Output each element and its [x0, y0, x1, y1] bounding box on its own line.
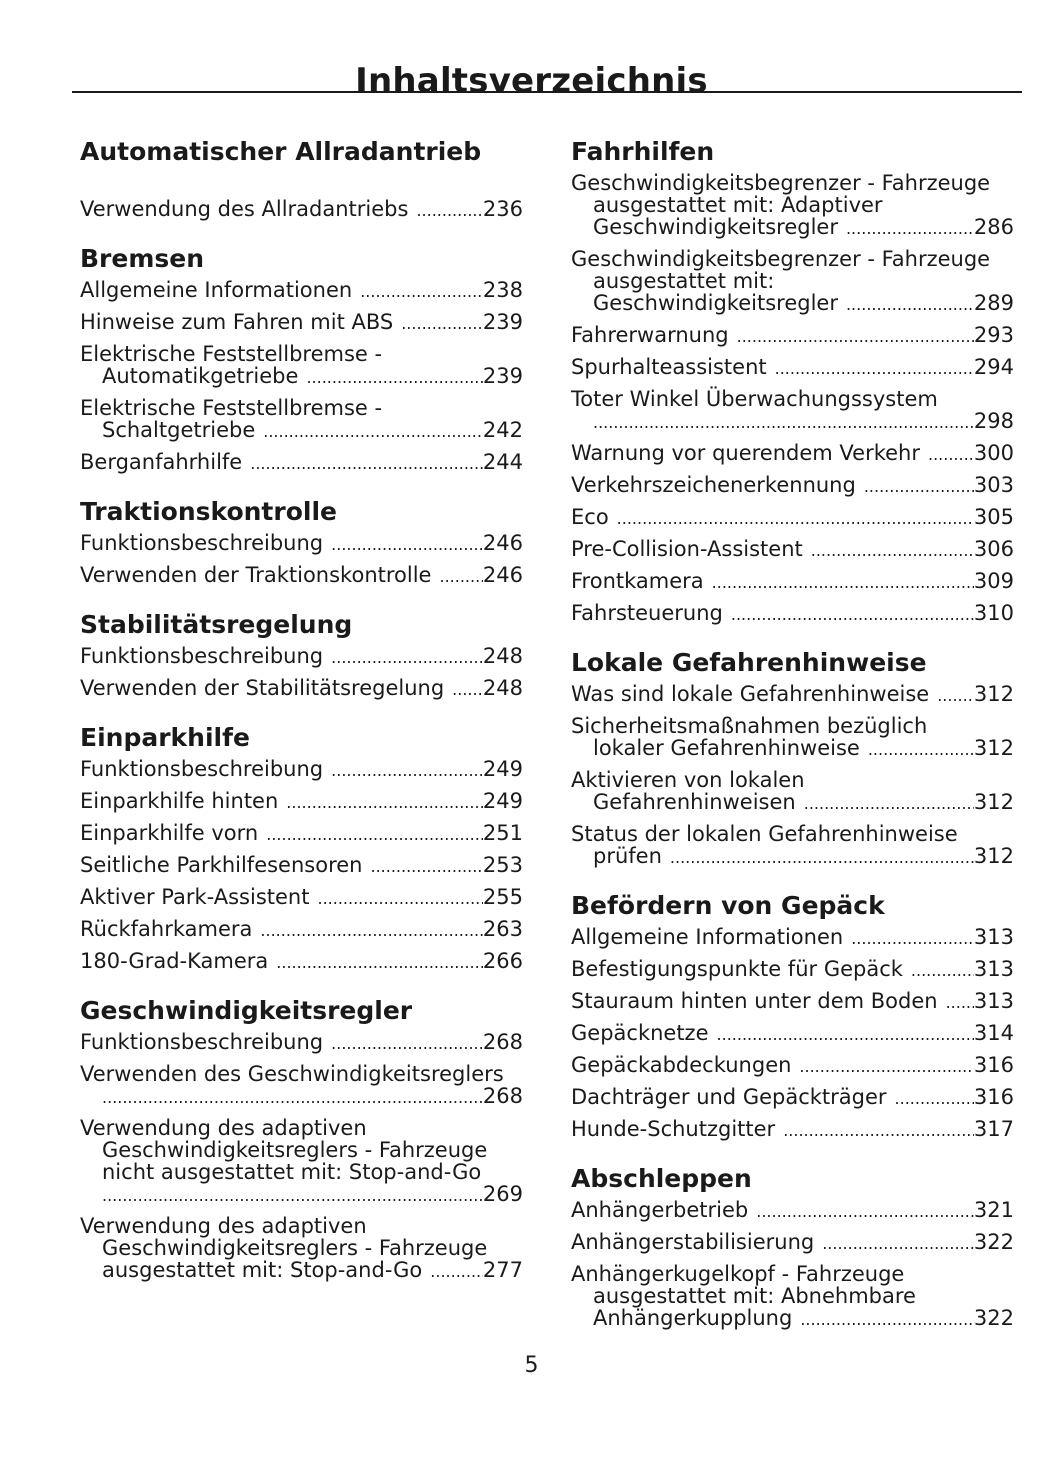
toc-entry[interactable]	[571, 442, 1014, 466]
toc-entry-page: 303	[973, 473, 1014, 497]
toc-entry-title: Berganfahrhilfe	[80, 450, 243, 474]
section-heading: Befördern von Gepäck	[571, 891, 885, 920]
toc-entry-leader-line	[571, 602, 1014, 626]
toc-entry-leader-line	[571, 1086, 1014, 1110]
toc-entry-leader-line	[80, 1183, 523, 1207]
toc-section-stabilitaetsregelung	[80, 607, 523, 701]
toc-entry-title: Gepäckabdeckungen	[571, 1053, 792, 1077]
toc-entry-title: Allgemeine Informationen	[80, 278, 353, 302]
toc-entry[interactable]	[571, 474, 1014, 498]
dot-leader	[811, 540, 974, 562]
toc-entry-leader-line	[571, 570, 1014, 594]
toc-entry-page: 242	[482, 418, 523, 442]
toc-entry-line: Elektrische Feststellbremse -	[80, 396, 383, 420]
toc-entry[interactable]	[571, 958, 1014, 982]
toc-entry-leader-line	[80, 451, 523, 475]
toc-entry-page: 263	[482, 917, 523, 941]
toc-entry-page: 266	[482, 949, 523, 973]
toc-entry[interactable]	[571, 1054, 1014, 1078]
section-heading: Abschleppen	[571, 1164, 752, 1193]
toc-entry[interactable]	[80, 758, 523, 782]
dot-leader	[895, 1088, 974, 1110]
toc-entry-page: 298	[973, 409, 1014, 433]
toc-entry[interactable]	[80, 1031, 523, 1055]
toc-section-einparkhilfe	[80, 720, 523, 974]
toc-entry-leader-line	[571, 990, 1014, 1014]
dot-leader	[783, 1120, 974, 1142]
toc-entry-page: 321	[973, 1198, 1014, 1222]
dot-leader	[266, 824, 483, 846]
toc-entry[interactable]	[80, 564, 523, 588]
toc-entry[interactable]	[80, 950, 523, 974]
toc-entry-line: Elektrische Feststellbremse -	[80, 342, 383, 366]
toc-section-befoerdern-von-gepaeck	[571, 888, 1014, 1142]
toc-entry-page: 249	[482, 757, 523, 781]
toc-entry-page: 251	[482, 821, 523, 845]
toc-entry-leader-line	[571, 442, 1014, 466]
toc-entry-leader-line	[80, 950, 523, 974]
toc-entry[interactable]	[571, 1118, 1014, 1142]
dot-leader	[731, 604, 974, 626]
toc-entry-leader-line	[80, 365, 523, 389]
toc-entry-line: Verwendung des adaptiven	[80, 1214, 367, 1238]
toc-entry-page: 249	[482, 789, 523, 813]
toc-entry-line: Sicherheitsmaßnahmen bezüglich	[571, 714, 928, 738]
toc-entry-page: 313	[973, 989, 1014, 1013]
dot-leader	[864, 476, 974, 498]
title-divider	[72, 91, 1022, 93]
toc-entry-page: 289	[973, 291, 1014, 315]
toc-entry-leader-line	[80, 854, 523, 878]
toc-entry-leader-line	[571, 324, 1014, 348]
dot-leader	[717, 1024, 974, 1046]
toc-entry[interactable]	[80, 1063, 523, 1109]
toc-entry-page: 268	[482, 1030, 523, 1054]
toc-entry-leader-line	[571, 1022, 1014, 1046]
toc-entry-page: 317	[973, 1117, 1014, 1141]
toc-entry-title: Gepäcknetze	[571, 1021, 709, 1045]
toc-entry-leader-line	[571, 926, 1014, 950]
toc-section-lokale-gefahrenhinweise	[571, 645, 1014, 869]
toc-entry[interactable]	[571, 248, 1014, 316]
dot-leader	[617, 508, 974, 530]
toc-entry[interactable]	[571, 715, 1014, 761]
toc-entry-page: 306	[973, 537, 1014, 561]
toc-entry-title: Verwenden der Stabilitätsregelung	[80, 676, 445, 700]
toc-entry-page: 305	[973, 505, 1014, 529]
toc-entry-leader-line	[80, 1031, 523, 1055]
dot-leader	[851, 928, 974, 950]
toc-entry[interactable]	[80, 790, 523, 814]
dot-leader	[260, 920, 482, 942]
toc-entry[interactable]	[571, 538, 1014, 562]
toc-entry-title: Was sind lokale Gefahrenhinweise	[571, 682, 930, 706]
toc-entry-page: 248	[482, 644, 523, 668]
toc-entry-leader-line	[80, 1085, 523, 1109]
toc-entry[interactable]	[80, 343, 523, 389]
toc-entry-leader-line	[571, 1054, 1014, 1078]
toc-entry-title: prüfen	[593, 844, 662, 868]
toc-entry[interactable]	[571, 602, 1014, 626]
toc-entry-page: 253	[482, 853, 523, 877]
toc-entry[interactable]	[571, 990, 1014, 1014]
toc-entry-title: Verwenden der Traktionskontrolle	[80, 563, 432, 587]
toc-entry-title: Funktionsbeschreibung	[80, 531, 324, 555]
toc-entry-leader-line	[571, 474, 1014, 498]
toc-entry-title: Fahrerwarnung	[571, 323, 729, 347]
toc-entry-leader-line	[571, 683, 1014, 707]
toc-entry-title: Verkehrszeichenerkennung	[571, 473, 856, 497]
toc-entry-page: 316	[973, 1053, 1014, 1077]
toc-section-fahrhilfen	[571, 134, 1014, 626]
dot-leader	[102, 1087, 483, 1109]
toc-entry-leader-line	[571, 216, 1014, 240]
toc-entry-leader-line	[80, 645, 523, 669]
toc-entry-title: Anhängerstabilisierung	[571, 1230, 815, 1254]
toc-entry-page: 268	[482, 1084, 523, 1108]
toc-entry-leader-line	[571, 538, 1014, 562]
toc-section-automatischer-allradantrieb	[80, 134, 523, 222]
toc-entry[interactable]	[571, 1086, 1014, 1110]
toc-entry-leader-line	[571, 845, 1014, 869]
toc-entry-title: Automatikgetriebe	[102, 364, 299, 388]
toc-entry-title: Pre-Collision-Assistent	[571, 537, 803, 561]
toc-entry-line: Geschwindigkeitsreglers - Fahrzeuge	[102, 1138, 488, 1162]
toc-entry-title: Funktionsbeschreibung	[80, 757, 324, 781]
toc-entry[interactable]	[571, 172, 1014, 240]
toc-entry-page: 322	[973, 1230, 1014, 1254]
toc-entry[interactable]	[571, 1022, 1014, 1046]
section-heading: Stabilitätsregelung	[80, 610, 353, 639]
toc-section-geschwindigkeitsregler	[80, 993, 523, 1283]
toc-entry-page: 246	[482, 531, 523, 555]
dot-leader	[452, 679, 483, 701]
toc-entry[interactable]	[80, 918, 523, 942]
toc-entry-title: Anhängerkupplung	[593, 1306, 793, 1330]
toc-entry-leader-line	[571, 958, 1014, 982]
toc-entry-title: Einparkhilfe vorn	[80, 821, 259, 845]
dot-leader	[439, 566, 482, 588]
dot-leader	[276, 952, 483, 974]
toc-entry[interactable]	[571, 570, 1014, 594]
toc-entry-title: Hinweise zum Fahren mit ABS	[80, 310, 394, 334]
toc-section-traktionskontrolle	[80, 494, 523, 588]
dot-leader	[928, 444, 974, 466]
toc-entry-line: Verwenden des Geschwindigkeitsreglers	[80, 1062, 504, 1086]
dot-leader	[737, 326, 974, 348]
dot-leader	[370, 856, 482, 878]
toc-entry-title: Aktiver Park-Assistent	[80, 885, 310, 909]
toc-entry-page: 246	[482, 563, 523, 587]
page-number: 5	[524, 1353, 539, 1378]
toc-entry-line: ausgestattet mit: Abnehmbare	[593, 1284, 916, 1308]
toc-entry-leader-line	[80, 279, 523, 303]
toc-entry-line: ausgestattet mit: Adaptiver	[593, 193, 883, 217]
section-heading: Automatischer Allradantrieb	[80, 137, 482, 166]
dot-leader	[360, 281, 483, 303]
dot-leader	[401, 313, 483, 335]
toc-entry-leader-line	[80, 918, 523, 942]
toc-entry-page: 293	[973, 323, 1014, 347]
toc-entry-line: nicht ausgestattet mit: Stop-and-Go	[102, 1160, 482, 1184]
toc-entry-page: 313	[973, 957, 1014, 981]
dot-leader	[102, 1185, 483, 1207]
toc-entry[interactable]	[571, 769, 1014, 815]
toc-entry-page: 310	[973, 601, 1014, 625]
toc-entry[interactable]	[571, 324, 1014, 348]
toc-entry[interactable]	[80, 677, 523, 701]
toc-entry[interactable]	[571, 1199, 1014, 1223]
toc-entry-page: 277	[482, 1258, 523, 1282]
toc-entry-title: Einparkhilfe hinten	[80, 789, 279, 813]
toc-section-bremsen	[80, 241, 523, 475]
toc-entry-title: Allgemeine Informationen	[571, 925, 844, 949]
toc-entry-leader-line	[571, 356, 1014, 380]
section-heading: Lokale Gefahrenhinweise	[571, 648, 927, 677]
toc-entry-leader-line	[80, 198, 523, 222]
dot-leader	[800, 1309, 974, 1331]
section-heading: Bremsen	[80, 244, 205, 273]
toc-right-column	[571, 134, 1014, 1350]
toc-entry-line: Geschwindigkeitsbegrenzer - Fahrzeuge	[571, 247, 991, 271]
dot-leader	[756, 1201, 974, 1223]
toc-entry-title: Anhängerbetrieb	[571, 1198, 749, 1222]
toc-entry-title: Verwendung des Allradantriebs	[80, 197, 409, 221]
toc-entry-leader-line	[80, 1259, 523, 1283]
toc-entry-page: 314	[973, 1021, 1014, 1045]
dot-leader	[868, 739, 974, 761]
dot-leader	[911, 960, 974, 982]
toc-entry-title: Schaltgetriebe	[102, 418, 256, 442]
toc-entry-title: Hunde-Schutzgitter	[571, 1117, 776, 1141]
toc-entry[interactable]	[80, 311, 523, 335]
toc-entry-leader-line	[571, 1307, 1014, 1331]
toc-entry-title: Gefahrenhinweisen	[593, 790, 796, 814]
toc-entry-page: 248	[482, 676, 523, 700]
dot-leader	[250, 453, 483, 475]
toc-entry-page: 312	[973, 736, 1014, 760]
toc-entry-leader-line	[80, 886, 523, 910]
toc-entry-leader-line	[571, 410, 1014, 434]
toc-entry-leader-line	[80, 758, 523, 782]
toc-entry-line: Geschwindigkeitsreglers - Fahrzeuge	[102, 1236, 488, 1260]
toc-entry-leader-line	[80, 564, 523, 588]
toc-entry-page: 294	[973, 355, 1014, 379]
toc-entry-title: Geschwindigkeitsregler	[593, 215, 838, 239]
dot-leader	[331, 1033, 483, 1055]
dot-leader	[306, 367, 482, 389]
toc-entry-page: 244	[482, 450, 523, 474]
toc-entry-leader-line	[80, 419, 523, 443]
toc-entry[interactable]	[80, 1215, 523, 1283]
toc-entry-leader-line	[80, 532, 523, 556]
toc-entry-page: 322	[973, 1306, 1014, 1330]
toc-entry-title: Rückfahrkamera	[80, 917, 253, 941]
toc-entry[interactable]	[80, 397, 523, 443]
toc-entry-title: Stauraum hinten unter dem Boden	[571, 989, 938, 1013]
section-heading: Traktionskontrolle	[80, 497, 337, 526]
toc-entry-title: Funktionsbeschreibung	[80, 644, 324, 668]
toc-entry[interactable]	[80, 854, 523, 878]
toc-entry[interactable]	[80, 279, 523, 303]
toc-entry-page: 312	[973, 844, 1014, 868]
toc-entry-title: lokaler Gefahrenhinweise	[593, 736, 860, 760]
toc-entry-page: 238	[482, 278, 523, 302]
toc-entry-leader-line	[80, 790, 523, 814]
dot-leader	[331, 534, 483, 556]
toc-entry[interactable]	[571, 683, 1014, 707]
toc-entry-line: Verwendung des adaptiven	[80, 1116, 367, 1140]
dot-leader	[670, 847, 974, 869]
dot-leader	[317, 888, 482, 910]
toc-entry-line: Anhängerkugelkopf - Fahrzeuge	[571, 1262, 905, 1286]
toc-entry[interactable]	[571, 388, 1014, 434]
toc-entry-leader-line	[571, 737, 1014, 761]
toc-entry-title: 180-Grad-Kamera	[80, 949, 269, 973]
section-heading: Einparkhilfe	[80, 723, 250, 752]
dot-leader	[286, 792, 483, 814]
toc-entry-page: 255	[482, 885, 523, 909]
toc-entry-title: ausgestattet mit: Stop-and-Go	[102, 1258, 423, 1282]
toc-entry[interactable]	[80, 1117, 523, 1207]
toc-entry-line: Aktivieren von lokalen	[571, 768, 805, 792]
toc-entry[interactable]	[571, 926, 1014, 950]
toc-entry-leader-line	[80, 822, 523, 846]
toc-entry[interactable]	[571, 506, 1014, 530]
section-heading: Fahrhilfen	[571, 137, 715, 166]
toc-entry-page: 312	[973, 790, 1014, 814]
toc-entry-title: Warnung vor querendem Verkehr	[571, 441, 920, 465]
toc-entry-page: 309	[973, 569, 1014, 593]
toc-entry-leader-line	[80, 677, 523, 701]
dot-leader	[846, 294, 974, 316]
section-heading: Geschwindigkeitsregler	[80, 996, 413, 1025]
toc-entry-page: 269	[482, 1182, 523, 1206]
dot-leader	[712, 572, 974, 594]
toc-entry-title: Spurhalteassistent	[571, 355, 767, 379]
toc-entry-title: Funktionsbeschreibung	[80, 1030, 324, 1054]
toc-entry-page: 313	[973, 925, 1014, 949]
toc-entry-leader-line	[571, 1118, 1014, 1142]
dot-leader	[822, 1233, 974, 1255]
dot-leader	[846, 218, 974, 240]
toc-entry-page: 239	[482, 364, 523, 388]
toc-entry-leader-line	[80, 311, 523, 335]
toc-entry-line: Toter Winkel Überwachungssystem	[571, 387, 938, 411]
dot-leader	[804, 793, 974, 815]
toc-entry-page: 316	[973, 1085, 1014, 1109]
toc-entry-leader-line	[571, 1199, 1014, 1223]
toc-entry-title: Befestigungspunkte für Gepäck	[571, 957, 903, 981]
dot-leader	[937, 685, 974, 707]
toc-entry-page: 286	[973, 215, 1014, 239]
toc-entry[interactable]	[80, 886, 523, 910]
toc-entry-title: Frontkamera	[571, 569, 704, 593]
toc-entry[interactable]	[571, 1263, 1014, 1331]
toc-entry-leader-line	[571, 791, 1014, 815]
dot-leader	[331, 647, 483, 669]
toc-entry-leader-line	[571, 292, 1014, 316]
toc-entry[interactable]	[80, 645, 523, 669]
toc-entry-leader-line	[571, 1231, 1014, 1255]
dot-leader	[263, 421, 483, 443]
toc-section-abschleppen	[571, 1161, 1014, 1331]
dot-leader	[430, 1261, 483, 1283]
dot-leader	[331, 760, 483, 782]
toc-entry-page: 236	[482, 197, 523, 221]
toc-entry[interactable]	[571, 823, 1014, 869]
toc-entry-title: Geschwindigkeitsregler	[593, 291, 838, 315]
dot-leader	[799, 1056, 973, 1078]
toc-left-column	[80, 134, 523, 1302]
toc-entry[interactable]	[571, 356, 1014, 380]
page-title: Inhaltsverzeichnis	[355, 60, 708, 101]
toc-entry-line: ausgestattet mit:	[593, 269, 775, 293]
toc-entry[interactable]	[80, 822, 523, 846]
toc-entry[interactable]	[80, 198, 523, 222]
toc-entry-title: Seitliche Parkhilfesensoren	[80, 853, 363, 877]
toc-entry[interactable]	[80, 532, 523, 556]
toc-entry[interactable]	[571, 1231, 1014, 1255]
toc-entry[interactable]	[80, 451, 523, 475]
toc-entry-page: 239	[482, 310, 523, 334]
toc-entry-page: 312	[973, 682, 1014, 706]
dot-leader	[775, 358, 974, 380]
toc-entry-title: Eco	[571, 505, 609, 529]
dot-leader	[593, 412, 974, 434]
dot-leader	[416, 200, 482, 222]
toc-entry-title: Dachträger und Gepäckträger	[571, 1085, 887, 1109]
toc-entry-title: Fahrsteuerung	[571, 601, 723, 625]
dot-leader	[946, 992, 974, 1014]
toc-entry-line: Status der lokalen Gefahrenhinweise	[571, 822, 958, 846]
toc-entry-leader-line	[571, 506, 1014, 530]
toc-entry-line: Geschwindigkeitsbegrenzer - Fahrzeuge	[571, 171, 991, 195]
toc-entry-page: 300	[973, 441, 1014, 465]
